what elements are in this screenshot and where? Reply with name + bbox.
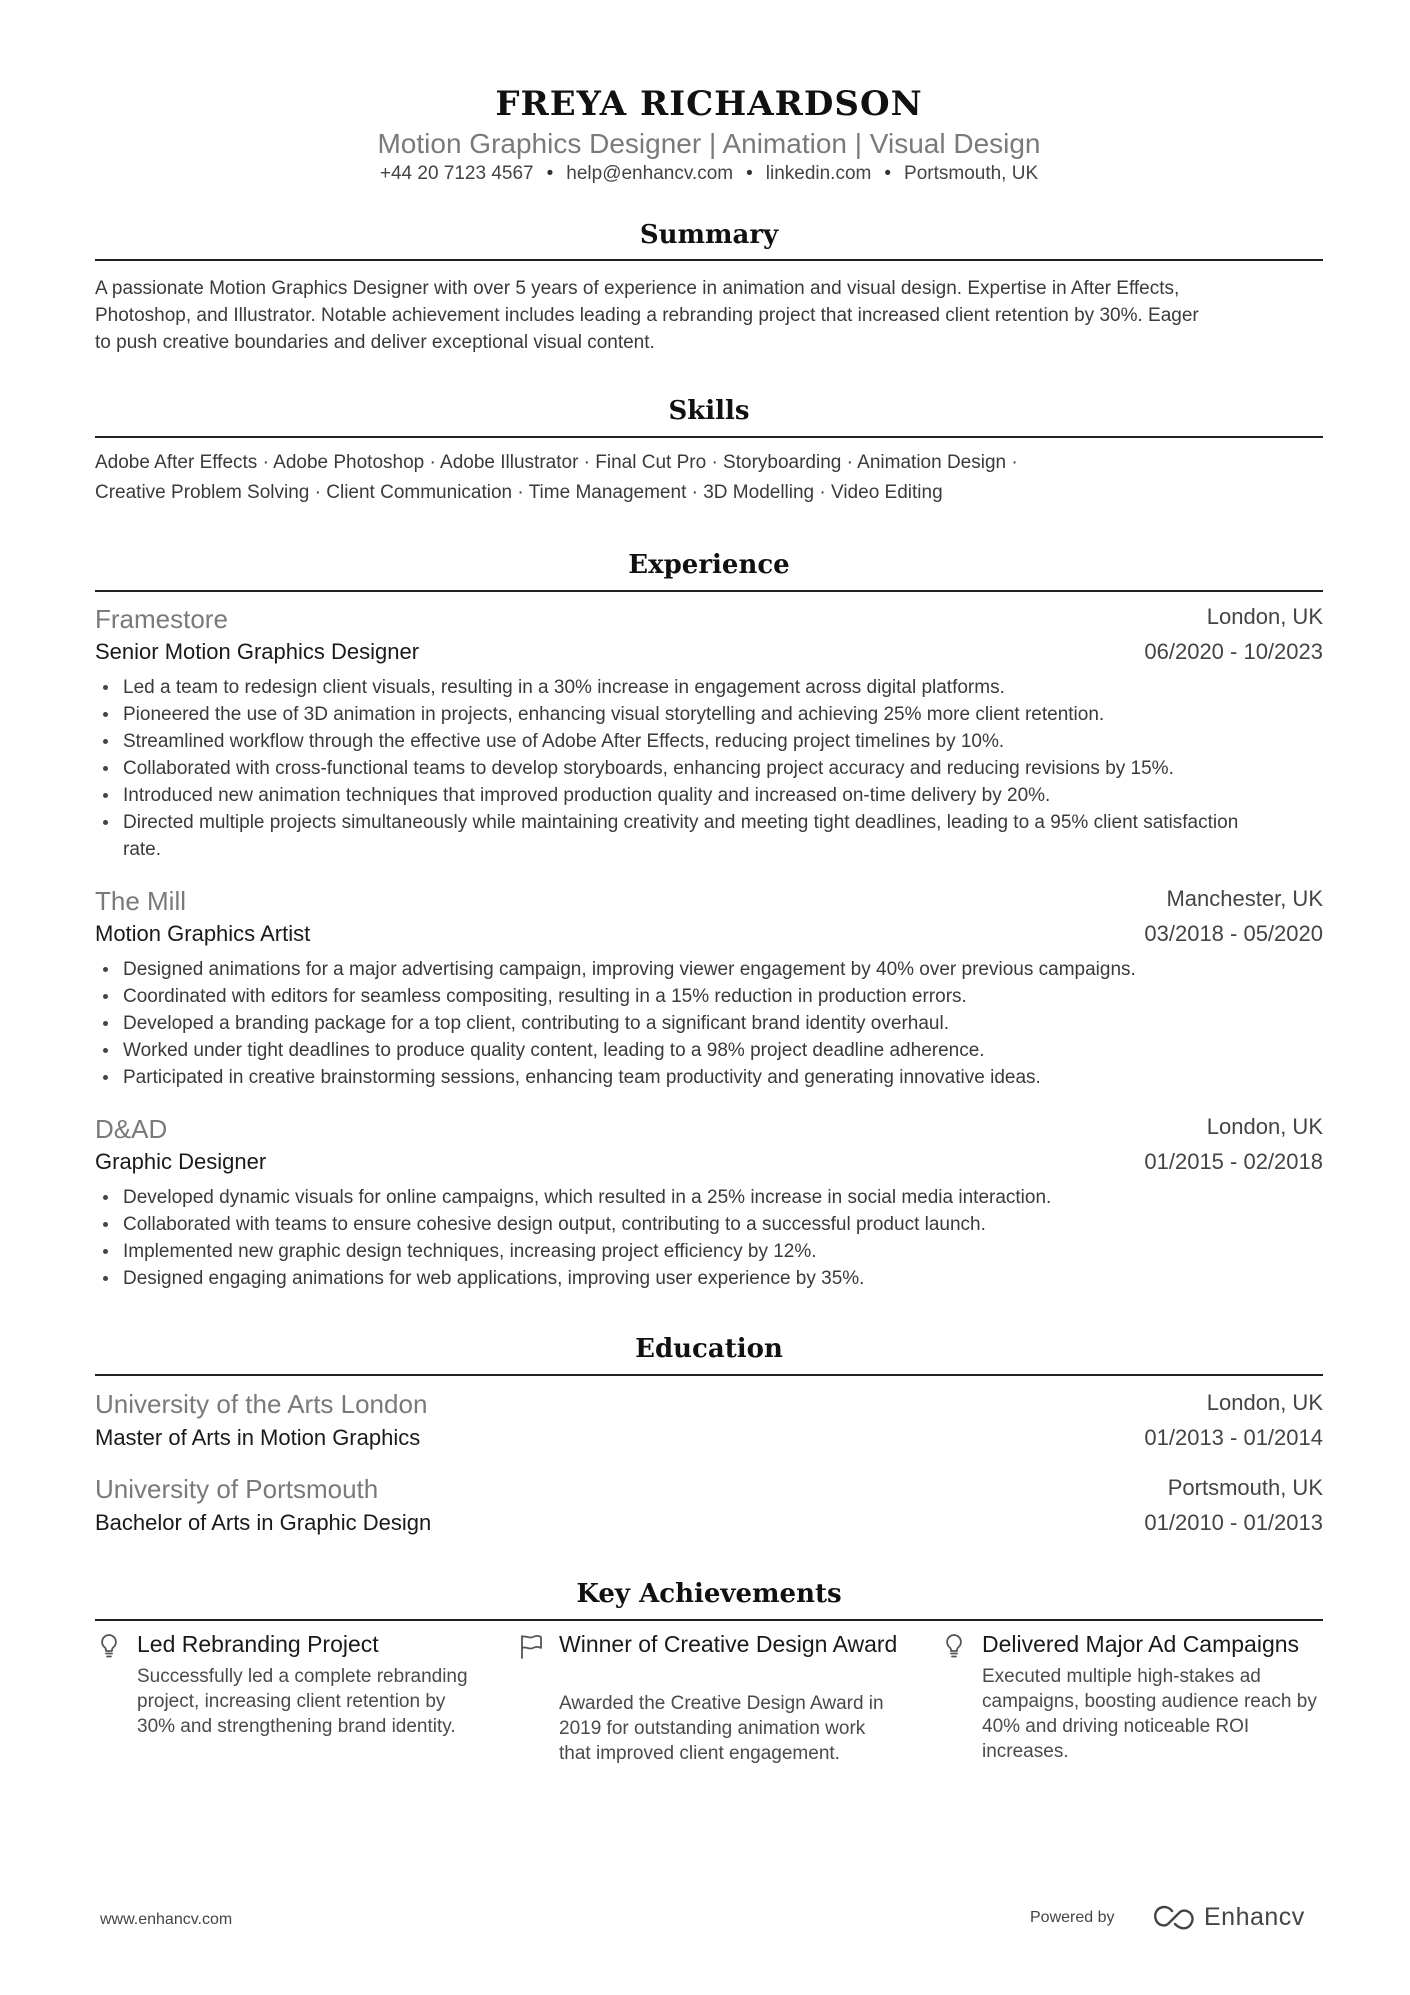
flag-icon: [517, 1632, 545, 1660]
job-title: Graphic Designer: [95, 1149, 267, 1174]
achievement-title: Winner of Creative Design Award: [559, 1631, 898, 1657]
job-dates: 06/2020 - 10/2023: [1144, 639, 1323, 664]
company-name: Framestore: [95, 604, 228, 634]
school-name: University of Portsmouth: [95, 1474, 379, 1504]
list-item: Worked under tight deadlines to produce quality content, leading to a 98% project deadline adherence.: [123, 1037, 1323, 1064]
lightbulb-icon: [95, 1632, 123, 1660]
school-location: London, UK: [1206, 1390, 1323, 1415]
section-divider: [95, 259, 1323, 261]
job-location: London, UK: [1206, 604, 1323, 629]
contact-info: [95, 162, 1323, 186]
job-bullets: [95, 1184, 1323, 1292]
skills-line: Creative Problem Solving · Client Communication · Time Management · 3D Modelling · Video Editing: [95, 482, 943, 503]
education-dates: 01/2013 - 01/2014: [1144, 1425, 1323, 1450]
list-item: Pioneered the use of 3D animation in projects, enhancing visual storytelling and achieving 25% more client retention.: [123, 701, 1323, 728]
separator-dot: •: [746, 163, 753, 184]
list-item: Led a team to redesign client visuals, resulting in a 30% increase in engagement across digital platforms.: [123, 674, 1323, 701]
company-name: D&AD: [95, 1114, 168, 1144]
list-item: Collaborated with cross-functional teams to develop storyboards, enhancing project accuracy and reducing revisions by 15%.: [123, 755, 1323, 782]
lightbulb-icon: [940, 1632, 968, 1660]
list-item: Participated in creative brainstorming sessions, enhancing team productivity and generating innovative ideas.: [123, 1064, 1323, 1091]
job-location: London, UK: [1206, 1114, 1323, 1139]
list-item: Designed engaging animations for web applications, improving user experience by 35%.: [123, 1265, 1323, 1292]
candidate-name: FREYA RICHARDSON: [495, 84, 923, 124]
job-dates: 03/2018 - 05/2020: [1144, 921, 1323, 946]
linkedin-link[interactable]: linkedin.com: [765, 163, 872, 184]
section-divider: [95, 436, 1323, 438]
phone[interactable]: +44 20 7123 4567: [379, 163, 534, 184]
summary-line: A passionate Motion Graphics Designer with over 5 years of experience in animation and visual design. Expertise in After Effects,: [95, 278, 1180, 299]
experience-heading: Experience: [628, 550, 790, 580]
degree: Bachelor of Arts in Graphic Design: [95, 1510, 432, 1535]
job-bullets: [95, 956, 1323, 1091]
candidate-title: Motion Graphics Designer | Animation | Visual Design: [377, 128, 1041, 159]
list-item: Directed multiple projects simultaneously while maintaining creativity and meeting tight deadlines, leading to a 95% client satisfaction rate.: [123, 809, 1323, 863]
achievement-description: Successfully led a complete rebranding project, increasing client retention by 30% and strengthening brand identity.: [137, 1666, 468, 1737]
achievement-title: Delivered Major Ad Campaigns: [982, 1631, 1300, 1657]
education-heading: Education: [635, 1334, 783, 1364]
job-title: Motion Graphics Artist: [95, 921, 311, 946]
job-bullets: [95, 674, 1323, 863]
footer-website-link[interactable]: www.enhancv.com: [100, 1911, 233, 1928]
degree: Master of Arts in Motion Graphics: [95, 1425, 421, 1450]
location: Portsmouth, UK: [904, 163, 1039, 184]
skills-heading: Skills: [668, 396, 750, 426]
list-item: Collaborated with teams to ensure cohesive design output, contributing to a successful product launch.: [123, 1211, 1323, 1238]
achievement-description: Executed multiple high-stakes ad campaigns, boosting audience reach by 40% and driving noticeable ROI increases.: [982, 1666, 1317, 1762]
achievement-title: Led Rebranding Project: [137, 1631, 379, 1657]
company-name: The Mill: [95, 886, 187, 916]
summary-heading: Summary: [639, 220, 779, 250]
achievement-description: Awarded the Creative Design Award in 2019 for outstanding animation work that improved client engagement.: [559, 1693, 884, 1764]
job-title: Senior Motion Graphics Designer: [95, 639, 420, 664]
section-divider: [95, 1374, 1323, 1376]
job-dates: 01/2015 - 02/2018: [1144, 1149, 1323, 1174]
school-location: Portsmouth, UK: [1167, 1475, 1323, 1500]
summary-line: Photoshop, and Illustrator. Notable achievement includes leading a rebranding project that increased client retention by 30%. Eager: [95, 305, 1199, 326]
skills-list: [95, 448, 1323, 508]
summary-line: to push creative boundaries and deliver exceptional visual content.: [95, 332, 655, 353]
list-item: Streamlined workflow through the effective use of Adobe After Effects, reducing project timelines by 10%.: [123, 728, 1323, 755]
skills-line: Adobe After Effects · Adobe Photoshop · Adobe Illustrator · Final Cut Pro · Storyboarding · Animation Design ·: [95, 452, 1018, 473]
list-item: Developed a branding package for a top client, contributing to a significant brand identity overhaul.: [123, 1010, 1323, 1037]
section-divider: [95, 590, 1323, 592]
enhancv-logo[interactable]: [1152, 1902, 1305, 1932]
list-item: Introduced new animation techniques that improved production quality and increased on-time delivery by 20%.: [123, 782, 1323, 809]
separator-dot: •: [884, 163, 892, 184]
email-link[interactable]: help@enhancv.com: [566, 163, 734, 184]
list-item: Implemented new graphic design techniques, increasing project efficiency by 12%.: [123, 1238, 1323, 1265]
achievements-heading: Key Achievements: [576, 1579, 842, 1609]
school-name: University of the Arts London: [95, 1389, 428, 1419]
list-item: Designed animations for a major advertising campaign, improving viewer engagement by 40% over previous campaigns.: [123, 956, 1323, 983]
powered-by-label: Powered by: [1030, 1909, 1115, 1926]
enhancv-logo-icon: [1152, 1904, 1198, 1930]
section-divider: [95, 1619, 1323, 1621]
job-location: Manchester, UK: [1166, 886, 1323, 911]
separator-dot: •: [546, 163, 554, 184]
list-item: Coordinated with editors for seamless compositing, resulting in a 15% reduction in production errors.: [123, 983, 1323, 1010]
brand-name: Enhancv: [1204, 1902, 1305, 1931]
education-dates: 01/2010 - 01/2013: [1144, 1510, 1323, 1535]
summary-text: [95, 275, 1323, 356]
list-item: Developed dynamic visuals for online campaigns, which resulted in a 25% increase in social media interaction.: [123, 1184, 1323, 1211]
